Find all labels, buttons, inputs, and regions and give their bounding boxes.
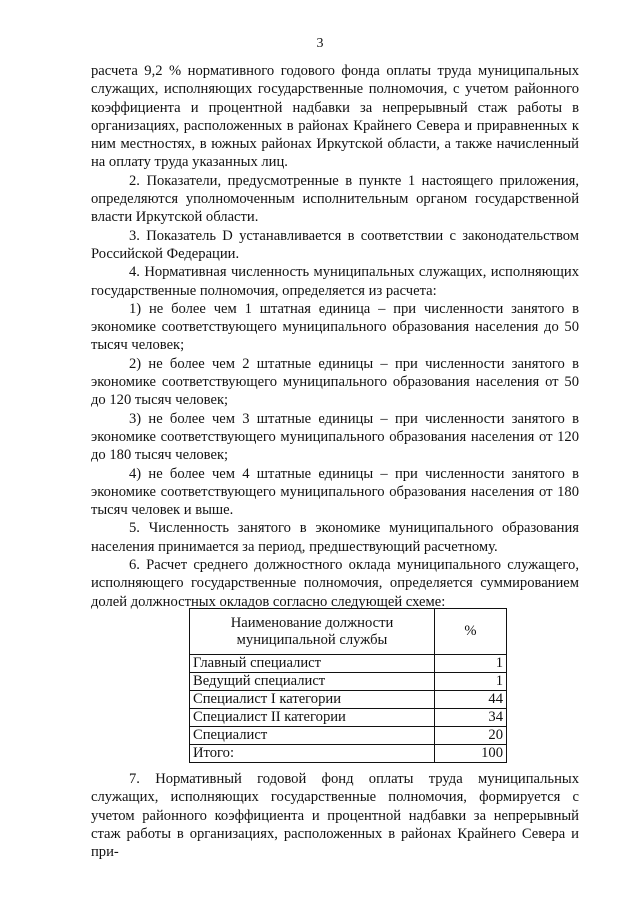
paragraph-2: 2. Показатели, предусмотренные в пункте 1 настоящего приложения, определяются уполномоченным исполнительным органом государственной власти Иркутской области. — [91, 172, 579, 226]
page-number: 3 — [316, 36, 324, 51]
position-percent: 34 — [435, 709, 507, 727]
table-row — [190, 691, 507, 709]
total-percent: 100 — [435, 745, 507, 763]
total-label: Итого: — [190, 745, 435, 763]
position-shares-table — [189, 608, 507, 763]
document-body-bottom — [91, 770, 579, 861]
paragraph-continuation: расчета 9,2 % нормативного годового фонда оплаты труда муниципальных служащих, исполняющих государственные полномочия, с учетом районного коэффициента и процентной надбавки за непрерывный стаж работы в организациях, расположенных в районах Крайнего Севера и приравненных к ним местностях, в южных районах Иркутской области, а также начисленный на оплату труда указанных лиц. — [91, 63, 579, 171]
position-name: Специалист I категории — [190, 691, 435, 709]
paragraph-5: 5. Численность занятого в экономике муниципального образования населения принимается за период, предшествующий расчетному. — [91, 520, 579, 555]
paragraph-4-item-3: 3) не более чем 3 штатные единицы – при численности занятого в экономике соответствующего муниципального образования населения от 120 до 180 тысяч человек; — [91, 410, 579, 464]
position-percent: 20 — [435, 727, 507, 745]
table-row — [190, 709, 507, 727]
paragraph-6: 6. Расчет среднего должностного оклада муниципального служащего, исполняющего государственные полномочия, определяется суммированием долей должностных окладов согласно следующей схеме: — [91, 557, 579, 610]
table-total-row — [190, 745, 507, 763]
paragraph-4-item-4: 4) не более чем 4 штатные единицы – при численности занятого в экономике соответствующего муниципального образования населения от 180 тысяч человек и выше. — [91, 465, 579, 519]
table-row — [190, 655, 507, 673]
paragraph-4-item-2: 2) не более чем 2 штатные единицы – при численности занятого в экономике соответствующего муниципального образования населения от 50 до 120 тысяч человек; — [91, 355, 579, 409]
position-name: Ведущий специалист — [190, 673, 435, 691]
paragraph-3: 3. Показатель D устанавливается в соответствии с законодательством Российской Федерации. — [91, 227, 579, 262]
document-body-top — [91, 62, 579, 611]
position-percent: 1 — [435, 655, 507, 673]
position-percent: 1 — [435, 673, 507, 691]
header-position-name: Наименование должности муниципальной службы — [190, 609, 435, 655]
position-name: Специалист II категории — [190, 709, 435, 727]
table-row — [190, 673, 507, 691]
table-header-row — [190, 609, 507, 655]
header-percent: % — [435, 609, 507, 655]
position-name: Главный специалист — [190, 655, 435, 673]
paragraph-4: 4. Нормативная численность муниципальных служащих, исполняющих государственные полномочия, определяется из расчета: — [91, 264, 579, 299]
paragraph-7: 7. Нормативный годовой фонд оплаты труда муниципальных служащих, исполняющих государственные полномочия, формируется с учетом районного коэффициента и процентной надбавки за непрерывный стаж работы в организациях, расположенных в районах Крайнего Севера и при- — [91, 771, 579, 861]
table-row — [190, 727, 507, 745]
position-percent: 44 — [435, 691, 507, 709]
paragraph-4-item-1: 1) не более чем 1 штатная единица – при численности занятого в экономике соответствующего муниципального образования населения до 50 тысяч человек; — [91, 300, 579, 354]
position-name: Специалист — [190, 727, 435, 745]
